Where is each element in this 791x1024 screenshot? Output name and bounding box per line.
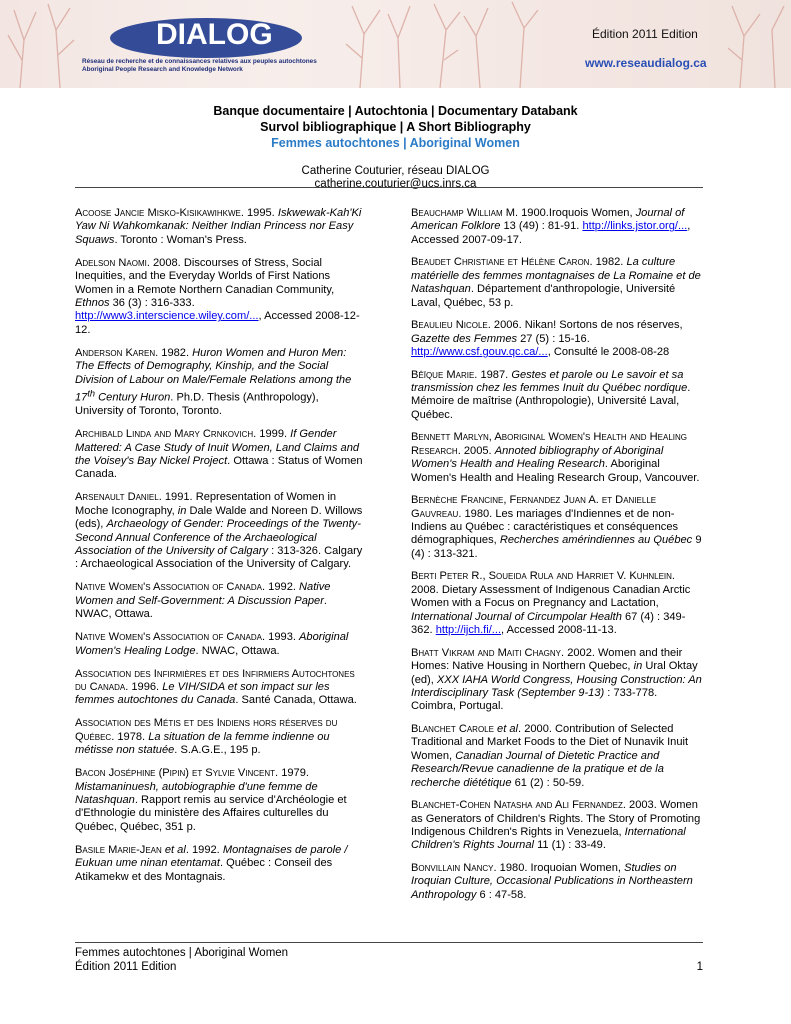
document-title [0,103,791,151]
footer-line-1: Femmes autochtones | Aboriginal Women [75,947,289,959]
logo-subtitle-fr: Réseau de recherche et de connaissances relatives aux peuples autochtones [82,58,317,65]
bib-entry: Beaulieu Nicole. 2006. Nikan! Sortons de nos réserves, Gazette des Femmes 27 (5) : 15-16. http://www.csf.gouv.qc.ca/..., Consulté le 2008-08-28 [411,319,683,359]
top-divider [75,187,703,188]
author-name: Catherine Couturier, réseau DIALOG [301,165,490,177]
page-footer [75,946,703,974]
bib-entry: Blanchet Carole et al. 2000. Contribution of Selected Traditional and Market Foods to the Diet of Nunavik Inuit Women, Canadian Journal of Dietetic Practice and Research/Revue canadienne de la pratique et de la recherche diététique 61 (2) : 50-59. [411,722,689,789]
bib-entry: Acoose Jancie Misko-Kisikawihkwe. 1995. Iskwewak-Kah'Ki Yaw Ni Wahkomkanak: Neither Indian Princess nor Easy Squaws. Toronto : Woman's Press. [75,207,362,246]
bibliography-right-column [411,207,703,911]
title-line-3: Femmes autochtones | Aboriginal Women [271,136,520,150]
logo-text: DIALOG [156,18,273,51]
bib-entry: Bhatt Vikram and Maiti Chagny. 2002. Women and their Homes: Native Housing in Northern Quebec, in Ural Oktay (ed), XXX IAHA World Congress, Housing Construction: An Interdisciplinary Task (September 9-13) : 733-778. Coimbra, Portugal. [411,646,702,713]
page-number: 1 [696,961,703,973]
title-line-2: Survol bibliographique | A Short Bibliography [260,120,531,134]
bib-entry: Bonvillain Nancy. 1980. Iroquoian Women, Studies on Iroquian Culture, Occasional Publications in Northeastern Anthropology 6 : 47-58. [411,861,693,901]
dialog-logo [108,10,318,60]
bib-entry: Arsenault Daniel. 1991. Representation of Women in Moche Iconography, in Dale Walde and Noreen D. Willows (eds), Archaeology of Gender: Proceedings of the Twenty-Second Annual Conference of the Archaeological Association of the University of Calgary : 313-326. Calgary : Archaeological Association of the University of Calgary. [75,491,363,571]
edition-label: Édition 2011 Edition [592,27,698,41]
logo-subtitle-en: Aboriginal People Research and Knowledge Network [82,66,243,73]
bib-entry: Blanchet-Cohen Natasha and Ali Fernandez. 2003. Women as Generators of Children's Rights. The Story of Promoting Indigenous Children's Rights in Venezuela, International Children's Rights Journal 11 (1) : 33-49. [411,799,701,852]
bib-entry: Beauchamp William M. 1900.Iroquois Women, Journal of American Folklore 13 (49) : 81-91. http://links.jstor.org/..., Accessed 2007-09-17. [411,207,691,246]
bib-entry: Anderson Karen. 1982. Huron Women and Huron Men: The Effects of Demography, Kinship, and the Social Division of Labour on Male/Female Relations among the 17th Century Huron. Ph.D. Thesis (Anthropology), University of Toronto, Toronto. [75,346,352,418]
bib-entry: Bacon Joséphine (Pipin) et Sylvie Vincent. 1979. Mistamaninuesh, autobiographie d'une femme de Natashquan. Rapport remis au service d'Archéologie et d'Ethnologie du ministère des Affaires culturelles du Québec, Québec, 351 p. [75,767,347,833]
bib-entry: Association des Métis et des Indiens hors réserves du Québec. 1978. La situation de la femme indienne ou métisse non statuée. S.A.G.E., 195 p. [75,717,338,757]
author-email: catherine.couturier@ucs.inrs.ca [314,178,477,190]
logo-subtitle [82,58,342,74]
bibliography-left-column [75,207,365,894]
title-line-1: Banque documentaire | Autochtonia | Documentary Databank [213,104,578,118]
header-banner [0,0,791,88]
bib-entry: Native Women's Association of Canada. 1992. Native Women and Self-Government: A Discussion Paper. NWAC, Ottawa. [75,581,331,621]
bib-entry: Basile Marie-Jean et al. 1992. Montagnaises de parole / Eukuan ume ninan etentamat. Québec : Conseil des Atikamekw et des Montagnais. [75,843,348,883]
bottom-divider [75,942,703,943]
bib-entry: Bernèche Francine, Fernandez Juan A. et Danielle Gauvreau. 1980. Les mariages d'Indiennes et de non-Indiens au Québec : caractéristiques et conséquences démographiques, Recherches amérindiennes au Québec 9 (4) : 313-321. [411,494,702,560]
bib-entry: Beaudet Christiane et Hélène Caron. 1982. La culture matérielle des femmes montagnaises de La Romaine et de Natashquan. Département d'anthropologie, Université Laval, Québec, 53 p. [411,256,701,309]
bib-entry: Adelson Naomi. 2008. Discourses of Stress, Social Inequities, and the Everyday Worlds of First Nations Women in a Remote Northern Canadian Community, Ethnos 36 (3) : 316-333. http://www3.interscience.wiley.com/..., Accessed 2008-12-12. [75,256,360,336]
bib-entry: Bêïque Marie. 1987. Gestes et parole ou Le savoir et sa transmission chez les femmes Inuit du Québec nordique. Mémoire de maîtrise (Anthropologie), Université Laval, Québec. [411,368,691,421]
bib-entry: Berti Peter R., Soueida Rula and Harriet V. Kuhnlein. 2008. Dietary Assessment of Indigenous Canadian Arctic Women with a Focus on Pregnancy and Lactation, International Journal of Circumpolar Health 67 (4) : 349-362. http://ijch.fi/..., Accessed 2008-11-13. [411,570,691,637]
bib-entry: Bennett Marlyn, Aboriginal Women's Health and Healing Research. 2005. Annoted bibliography of Aboriginal Women's Health and Healing Research. Aboriginal Women's Health and Healing Research Group, Vancouver. [411,431,700,484]
site-url-link[interactable]: www.reseaudialog.ca [585,56,707,70]
bib-link[interactable]: http://links.jstor.org/... [582,220,688,233]
bib-entry: Association des Infirmières et des Infirmiers Autochtones du Canada. 1996. Le VIH/SIDA et son impact sur les femmes autochtones du Canada. Santé Canada, Ottawa. [75,667,357,707]
bib-link[interactable]: http://www3.interscience.wiley.com/... [75,310,259,323]
bib-entry: Archibald Linda and Mary Crnkovich. 1999. If Gender Mattered: A Case Study of Inuit Women, Land Claims and the Voisey's Bay Nickel Project. Ottawa : Status of Women Canada. [75,428,363,481]
bib-link[interactable]: http://ijch.fi/... [435,624,502,637]
bib-entry: Native Women's Association of Canada. 1993. Aboriginal Women's Healing Lodge. NWAC, Ottawa. [75,631,349,657]
bib-link[interactable]: http://www.csf.gouv.qc.ca/... [411,346,548,359]
footer-line-2: Édition 2011 Edition [75,961,177,973]
